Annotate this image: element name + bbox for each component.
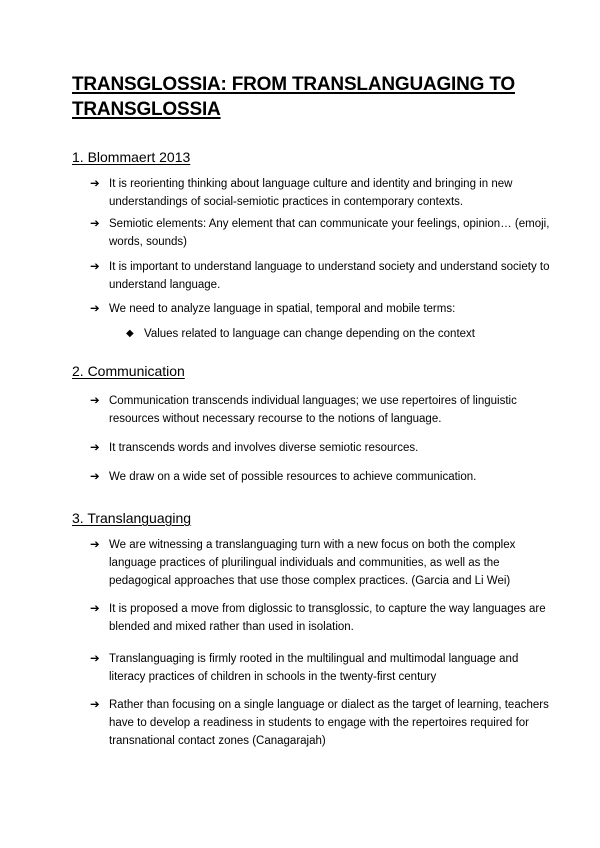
section-heading-communication: 2. Communication — [72, 363, 185, 379]
sub-list-item-text: Values related to language can change depending on the context — [144, 328, 475, 340]
list-item — [90, 696, 550, 750]
list-item — [90, 600, 550, 636]
arrow-bullet-icon: ➔ — [90, 653, 100, 665]
list-item-text: It is proposed a move from diglossic to transglossic, to capture the way languages are blended and mixed rather than used in isolation. — [109, 603, 546, 633]
diamond-bullet-icon: ◆ — [126, 328, 134, 339]
list-item — [90, 650, 550, 686]
section-heading-blommaert: 1. Blommaert 2013 — [72, 149, 191, 165]
arrow-bullet-icon: ➔ — [90, 471, 100, 483]
arrow-bullet-icon: ➔ — [90, 303, 100, 315]
arrow-bullet-icon: ➔ — [90, 178, 100, 190]
arrow-bullet-icon: ➔ — [90, 603, 100, 615]
list-item-text: It transcends words and involves diverse semiotic resources. — [109, 442, 419, 454]
list-item — [90, 392, 550, 428]
list-item-text: We draw on a wide set of possible resources to achieve communication. — [109, 471, 477, 483]
list-item — [90, 258, 550, 294]
section-heading-translanguaging: 3. Translanguaging — [72, 510, 192, 526]
document-title: TRANSGLOSSIA: FROM TRANSLANGUAGING TO TRANSGLOSSIA — [72, 74, 515, 120]
list-item-text: Semiotic elements: Any element that can communicate your feelings, opinion… (emoji, words, sounds) — [109, 218, 550, 248]
list-item — [90, 439, 550, 457]
arrow-bullet-icon: ➔ — [90, 261, 100, 273]
arrow-bullet-icon: ➔ — [90, 218, 100, 230]
list-item — [90, 536, 550, 590]
list-item — [90, 175, 550, 211]
sub-list-item — [126, 325, 546, 343]
list-item-text: Translanguaging is firmly rooted in the multilingual and multimodal language and literacy practices of children in schools in the twenty-first century — [109, 653, 519, 683]
list-item — [90, 215, 550, 251]
list-item-text: Rather than focusing on a single language or dialect as the target of learning, teachers have to develop a readiness in students to engage with the repertoires required for transnational contact zones (Canagarajah) — [109, 699, 549, 747]
list-item-text: We are witnessing a translanguaging turn with a new focus on both the complex language practices of plurilingual individuals and communities, as well as the pedagogical approaches that use those complex practices. (Garcia and Li Wei) — [109, 539, 516, 587]
list-item-text: It is reorienting thinking about language culture and identity and bringing in new understandings of social-semiotic practices in contemporary contexts. — [109, 178, 513, 208]
arrow-bullet-icon: ➔ — [90, 539, 100, 551]
list-item-text: It is important to understand language to understand society and understand society to understand language. — [109, 261, 550, 291]
list-item — [90, 300, 550, 318]
arrow-bullet-icon: ➔ — [90, 395, 100, 407]
arrow-bullet-icon: ➔ — [90, 442, 100, 454]
arrow-bullet-icon: ➔ — [90, 699, 100, 711]
list-item-text: Communication transcends individual languages; we use repertoires of linguistic resources without necessary recourse to the notions of language. — [109, 395, 517, 425]
list-item — [90, 468, 550, 486]
list-item-text: We need to analyze language in spatial, temporal and mobile terms: — [109, 303, 456, 315]
